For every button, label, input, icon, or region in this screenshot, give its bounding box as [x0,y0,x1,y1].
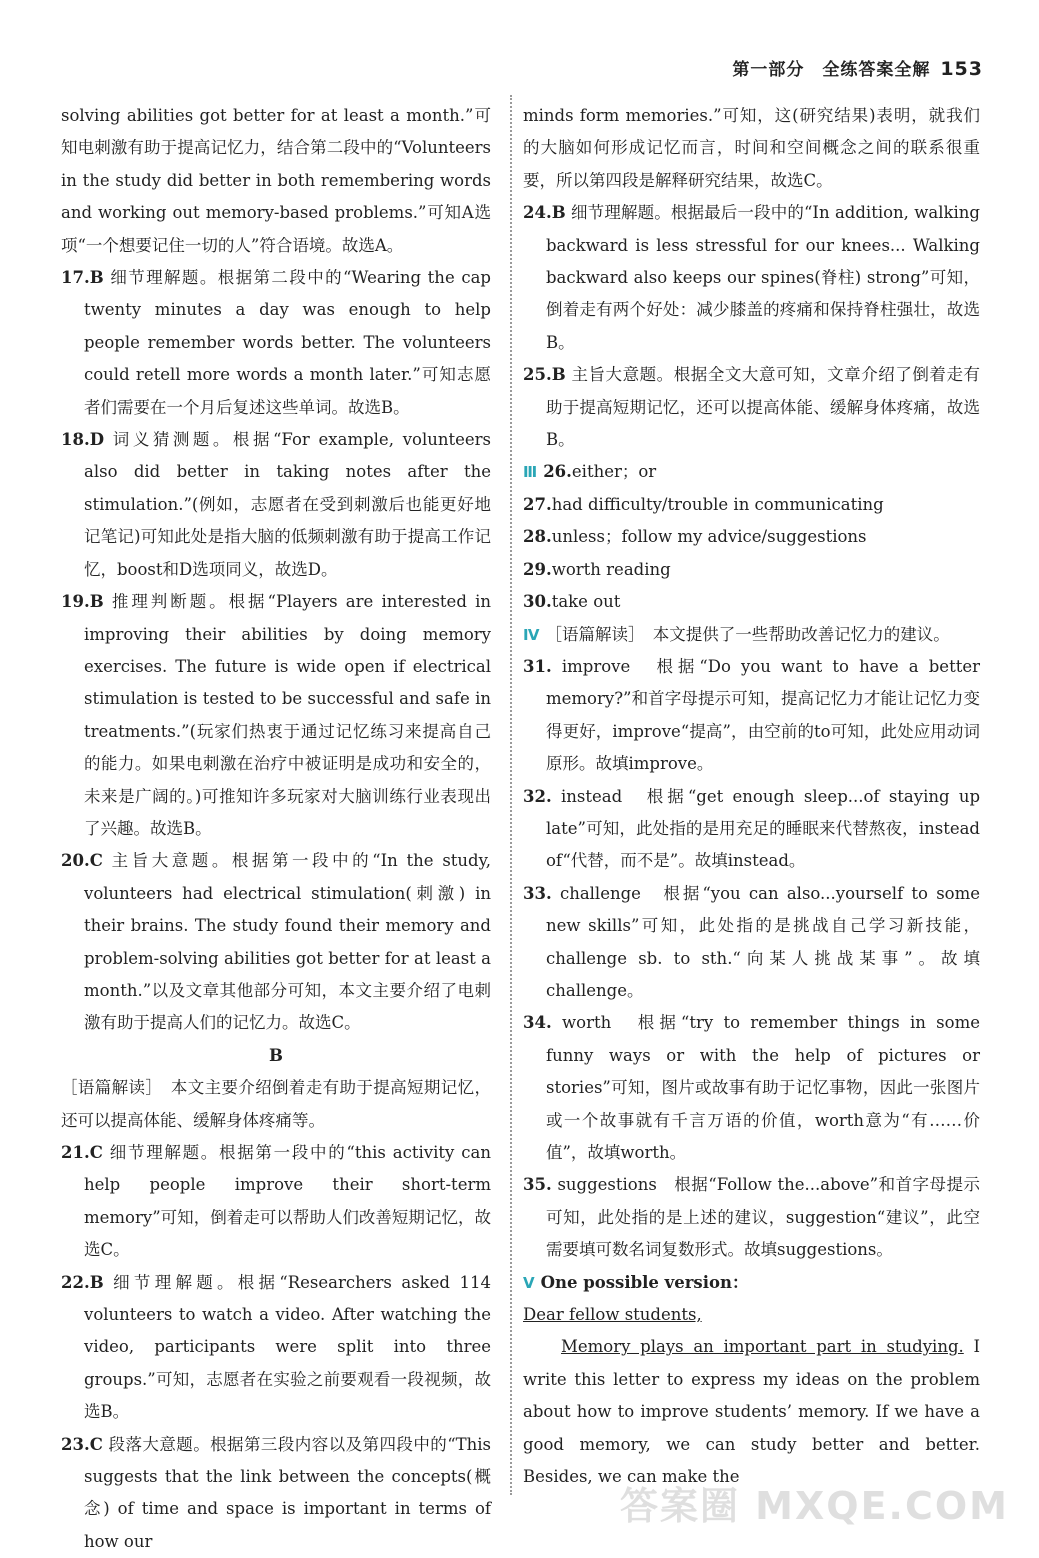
paragraph-text: unless；follow my advice/suggestions [551,527,867,547]
page-number: 153 [940,58,983,80]
question-number: 22.B [61,1272,104,1292]
question-number: 25.B [523,365,566,385]
underlined-sentence: Memory plays an important part in studying. [561,1337,964,1357]
paragraph-text: 细节理解题。根据第一段中的“this activity can help people improve their short-term memory”可知，倒着走可以帮助人们改善短期记忆，故选C。 [84,1143,491,1260]
roman-numeral-badge: Ⅲ [523,463,538,482]
answer-item [61,1137,491,1267]
column-divider [510,95,512,1495]
paragraph-text: worth reading [551,559,671,579]
answer-item [61,262,491,424]
answer-item [523,651,980,781]
answer-line [523,456,980,488]
question-number: 28. [523,527,552,547]
answer-item [523,197,980,359]
answer-line [523,586,980,618]
paragraph-text: Dear fellow students, [523,1305,702,1325]
answer-item [523,1169,980,1266]
paragraph-text: minds form memories.”可知，这(研究结果)表明，就我们的大脑如何形成记忆而言，时间和空间概念之间的联系很重要，所以第四段是解释研究结果，故选C。 [523,106,980,190]
paragraph-text: had difficulty/trouble in communicating [551,494,884,514]
answer-item [61,586,491,845]
question-number: 30. [523,592,552,612]
paragraph-text: I write this letter to express my ideas on the problem about how to improve students’ memory. If we have a good memory, we can study better and better. Besides, we can make the [523,1337,980,1487]
watermark: 答案圈 MXQE.COM [619,1484,1009,1528]
paragraph-text: solving abilities got better for at least a month.”可知电刺激有助于提高记忆力，结合第二段中的“Volunteers in the study did better in both remembering words and working out memory-based problems.”可知A选项“一个想要记住一切的人”符合语境。故选A。 [61,106,491,255]
question-number: 29. [523,559,552,579]
paragraph-text: either；or [571,462,657,482]
section-heading [61,1040,491,1072]
roman-numeral-badge: Ⅳ [523,625,540,644]
paragraph-text: One possible version： [540,1272,749,1292]
paragraph-text: instead 根据“get enough sleep...of staying up late”可知，此处指的是用充足的睡眠来代替熬夜，instead of“代替，而不是”。故填instead。 [546,786,981,871]
question-number: 31. [523,656,552,676]
answer-item [523,781,980,878]
answer-line [523,1299,980,1331]
right-column [523,100,980,1493]
paragraph-text: 细节理解题。根据“Researchers asked 114 volunteers to watch a video. After watching the video, participants were split into three groups.”可知，志愿者在实验之前要观看一段视频，故选B。 [84,1272,491,1422]
question-number: 27. [523,494,552,514]
paragraph-text: improve 根据“Do you want to have a better memory?”和首字母提示可知，提高记忆力才能让记忆力变得更好，improve“提高”，由空前的to可知，此处应用动词原形。故填improve。 [546,656,980,774]
paragraph-text: 细节理解题。根据最后一段中的“In addition, walking backward is less stressful for our knees... Walking backward also keeps our spines(脊柱) strong”可知，倒着走有两个好处：减少膝盖的疼痛和保持脊柱强壮，故选B。 [546,203,980,352]
paragraph-text: 段落大意题。根据第三段内容以及第四段中的“This suggests that the link between the concepts(概念) of time and space is important in terms of how our [84,1434,492,1551]
answer-line [523,489,980,521]
question-number: 32. [523,786,552,806]
paragraph-text: 细节理解题。根据第二段中的“Wearing the cap twenty minutes a day was enough to help people remember words better. The volunteers could retell more words a month later.”可知志愿者们需要在一个月后复述这些单词。故选B。 [84,268,491,417]
paragraph-text: take out [551,592,621,612]
answer-item [523,1007,980,1169]
paragraph-text: B [269,1045,283,1065]
question-number: 34. [523,1013,552,1033]
answer-item [61,845,491,1039]
answer-line [523,1267,980,1299]
text-paragraph [523,100,980,197]
question-number: 24.B [523,203,566,223]
paragraph-text: 推理判断题。根据“Players are interested in improving their abilities by doing memory exercises. The future is wide open if electrical stimulation is tested to be successful and safe in treatments.”(玩家们热衷于通过记忆练习来提高自己的能力。如果电刺激在治疗中被证明是成功和安全的，未来是广阔的。)可推知许多玩家对大脑训练行业表现出了兴趣。故选B。 [84,592,491,838]
paragraph-text: ［语篇解读］ 本文提供了一些帮助改善记忆力的建议。 [545,624,950,644]
question-number: 23.C [61,1434,103,1454]
text-paragraph [523,619,980,651]
paragraph-text: ［语篇解读］ 本文主要介绍倒着走有助于提高短期记忆，还可以提高体能、缓解身体疼痛等。 [61,1078,491,1130]
answer-line [523,521,980,553]
section-title: 第一部分 全练答案全解 [732,60,931,80]
question-number: 33. [523,883,552,903]
question-number: 21.C [61,1143,103,1162]
question-number: 17.B [61,268,104,288]
paragraph-text: challenge 根据“you can also...yourself to some new skills”可知，此处指的是挑战自己学习新技能，challenge sb. to sth.“向某人挑战某事”。故填challenge。 [546,883,981,1000]
answer-item [61,424,491,586]
question-number: 26. [543,462,572,482]
answer-item [61,1267,491,1429]
question-number: 20.C [61,851,103,871]
answer-item [523,878,980,1008]
answer-item [523,359,980,456]
question-number: 18.D [61,430,105,450]
left-column [61,100,491,1558]
answer-item [61,1429,491,1558]
paragraph-text: 词义猜测题。根据“For example, volunteers also did better in taking notes after the stimulation.”(例如，志愿者在受到刺激后也能更好地记笔记)可知此处是指大脑的低频刺激有助于提高工作记忆，boost和D选项同义，故选D。 [84,430,492,579]
page-header [732,55,983,80]
paragraph-text: worth 根据“try to remember things in some funny ways or with the help of pictures or stories”可知，图片或故事有助于记忆事物，因此一张图片或一个故事就有千言万语的价值，worth意为“有……价值”，故填worth。 [546,1013,980,1162]
letter-paragraph [523,1331,980,1493]
question-number: 19.B [61,592,104,612]
paragraph-text: suggestions 根据“Follow the...above”和首字母提示可知，此处指的是上述的建议，suggestion“建议”，此空需要填可数名词复数形式。故填suggestions。 [546,1175,980,1260]
text-paragraph [61,1072,491,1137]
paragraph-text: 主旨大意题。根据第一段中的“In the study, volunteers had electrical stimulation(刺激) in their brains. The study found their memory and problem-solving abilities got better for at least a month.”以及文章其他部分可知，本文主要介绍了电刺激有助于提高人们的记忆力。故选C。 [84,851,491,1033]
roman-numeral-badge: Ⅴ [523,1273,535,1292]
question-number: 35. [523,1175,552,1195]
paragraph-text: 主旨大意题。根据全文大意可知，文章介绍了倒着走有助于提高短期记忆，还可以提高体能、缓解身体疼痛，故选B。 [546,365,981,450]
text-paragraph [61,100,491,262]
answer-line [523,554,980,586]
